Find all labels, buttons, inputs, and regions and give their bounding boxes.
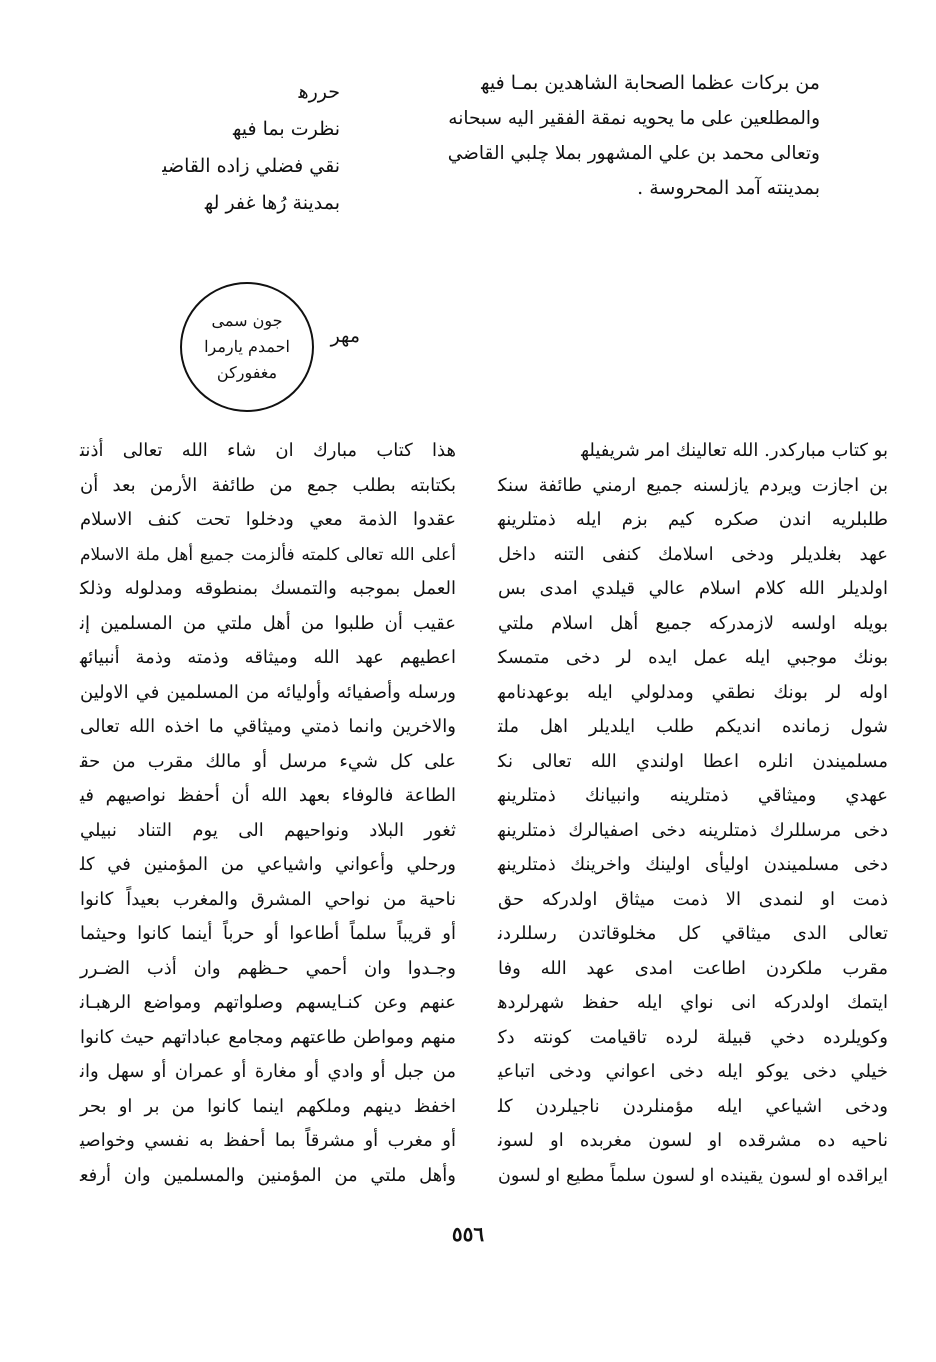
text-line: عهد بغلديلر ودخى اسلامك كنفى التنه داخل <box>498 543 888 565</box>
text-line: من جبل أو وادي أو مغارة أو عمران أو سهل وان <box>80 1061 456 1082</box>
text-line: بكتابته بطلب جمع من طائفة الأرمن بعد أن <box>80 474 456 496</box>
text-line: العمل بموجبه والتمسك بمنطوقه ومدلوله وذلك <box>80 578 456 599</box>
text-line: اوله لر بونك نطقي ومدلولي ايله بوعهدنامه <box>498 681 888 703</box>
ottoman-column <box>498 434 888 1193</box>
seal-text-line: احمدم يارمرا <box>204 337 290 356</box>
text-line: ناحية من نواحي المشرق والمغرب بعيداً كانوا <box>80 888 456 910</box>
text-line: هذا كتاب مبارك ان شاء الله تعالى أذنت <box>80 440 456 461</box>
text-line: شول زمانده انديكم طلب ايلديلر اهل ملت <box>498 716 888 737</box>
text-line: اعطيهم عهد الله وميثاقه وذمته وذمة أنبيائه <box>80 647 456 668</box>
seal-stamp <box>180 282 314 412</box>
text-line: خيلي دخى يوكو ايله دخى اعواني ودخى اتباعي <box>498 1061 888 1082</box>
text-line: من بركات عظما الصحابة الشاهدين بمـا فيه <box>481 72 820 94</box>
arabic-column <box>80 434 456 1193</box>
page-number: ٥٥٦ <box>451 1222 485 1246</box>
seal-text-line: مغفوركن <box>216 363 278 382</box>
text-line: ودخى اشياعي ايله مؤمنلردن ناجيلردن كل <box>498 1095 888 1117</box>
seal-text-line: جون سمى <box>211 311 283 330</box>
text-line: وجـدوا وان أحمي حـظهم وان أذب الضـرر <box>80 957 456 979</box>
text-line: وتعالى محمد بن علي المشهور بملا چلبي القاضي <box>447 143 820 164</box>
text-line: اولديلر الله كلام اسلام عالي قيلدي امدى بس <box>498 578 888 599</box>
text-line: بن اجازت ويردم يازلسنه جميع ارمني طائفة سنك <box>498 474 888 496</box>
text-line: مسلميندن انلره اعطا اولندي الله تعالى نك <box>498 750 888 772</box>
text-line: على كل شيء مرسل أو مالك مقرب من حق <box>80 750 456 772</box>
text-line: تعالى الدى ميثاقي كل مخلوقاتدن رسللردن <box>498 923 888 944</box>
text-line: منهم ومواطن طاعتهم ومجامع عباداتهم حيث كانوا <box>80 1026 456 1048</box>
text-line: عقدوا الذمة معي ودخلوا تحت كنف الاسلام <box>80 509 456 530</box>
signature-line: بمدينة رُها غفر له <box>204 192 340 214</box>
text-line: مقرب ملكردن اطاعت امدى عهد الله وفا <box>498 957 888 979</box>
text-line: الطاعة فالوفاء بعهد الله أن أحفظ نواصيهم في <box>80 785 456 806</box>
text-line: ثغور البلاد ونواحيهم الى يوم التناد نبيلي <box>80 819 456 841</box>
text-line: وأهل ملتي من المؤمنين والمسلمين وان أرفع <box>80 1164 456 1186</box>
text-line: والاخرين وانما ذمتي وميثاقي ما اخذه الله تعالى <box>80 716 456 737</box>
text-line: دخى مرسللرك ذمتلرينه دخى اصفيالرك ذمتلرينه <box>498 819 888 841</box>
text-line: دخى مسلميندن اوليأى اولينك واخرينك ذمتلرينه <box>498 854 888 875</box>
seal-label: مهر <box>330 325 360 347</box>
signature-line: حرره <box>298 81 340 103</box>
text-line: أو مغرب أو مشرقاً بما أحفظ به نفسي وخواصي <box>80 1130 456 1151</box>
text-line: ورحلي وأعواني واشياعي من المؤمنين في كل <box>80 854 456 875</box>
text-line: عقيب أن طلبوا من أهل ملتي من المسلمين إن <box>80 612 456 634</box>
seal-row <box>180 282 360 412</box>
text-line: طلبلريه اندن صكره كيم بزم ايله ذمتلرينه <box>498 509 888 530</box>
signature-block <box>110 74 340 222</box>
text-line: أعلى الله تعالى كلمته فألزمت جميع أهل ملة الاسلام <box>80 544 456 565</box>
text-line: أو قريباً سلماً أطاعوا أو حرباً أينما كانوا وحيثما <box>80 923 456 944</box>
text-line: عهدي وميثاقي ذمتلرينه وانبيانك ذمتلرينه <box>498 785 888 806</box>
signature-line: نظرت بما فيه <box>233 118 340 140</box>
text-line: ناحيه ده مشرقده او لسون مغربده او لسون <box>498 1130 888 1151</box>
text-line: ورسله وأصفيائه وأوليائه من المسلمين في الاولين <box>80 681 456 703</box>
text-line: ذمت او لنمدى الا ذمت ميثاق اولدركه حق <box>498 888 888 910</box>
text-line: بمدينته آمد المحروسة . <box>637 177 820 199</box>
text-line: بونك موجبي ايله عمل ايده لر دخى متمسك <box>498 647 888 668</box>
text-line: وكويلرده دخي قبيلة لرده تاقيامت كونته دك <box>498 1026 888 1048</box>
text-line: بو كتاب مباركدر. الله تعالينك امر شريفيله <box>581 440 888 461</box>
text-line: والمطلعين على ما يحويه نمقة الفقير اليه سبحانه <box>448 108 820 129</box>
text-line: ايتمك اولدركه انى نواي ايله حفظ شهرلرده <box>498 992 888 1013</box>
text-line: بويله اولسه لازمدركه جميع أهل اسلام ملتي <box>498 612 888 634</box>
signature-line: نقي فضلي زاده القاضي <box>162 155 340 177</box>
text-line: عنهم وعن كنـايسهم وصلواتهم ومواضع الرهبـان <box>80 992 456 1013</box>
text-line: ايراقده او لسون يقينده او لسون سلماً مطيع او لسون <box>498 1165 888 1186</box>
text-line: اخفظ دينهم وملكهم اينما كانوا من بر او بحر <box>80 1095 456 1117</box>
top-paragraph <box>440 66 820 206</box>
